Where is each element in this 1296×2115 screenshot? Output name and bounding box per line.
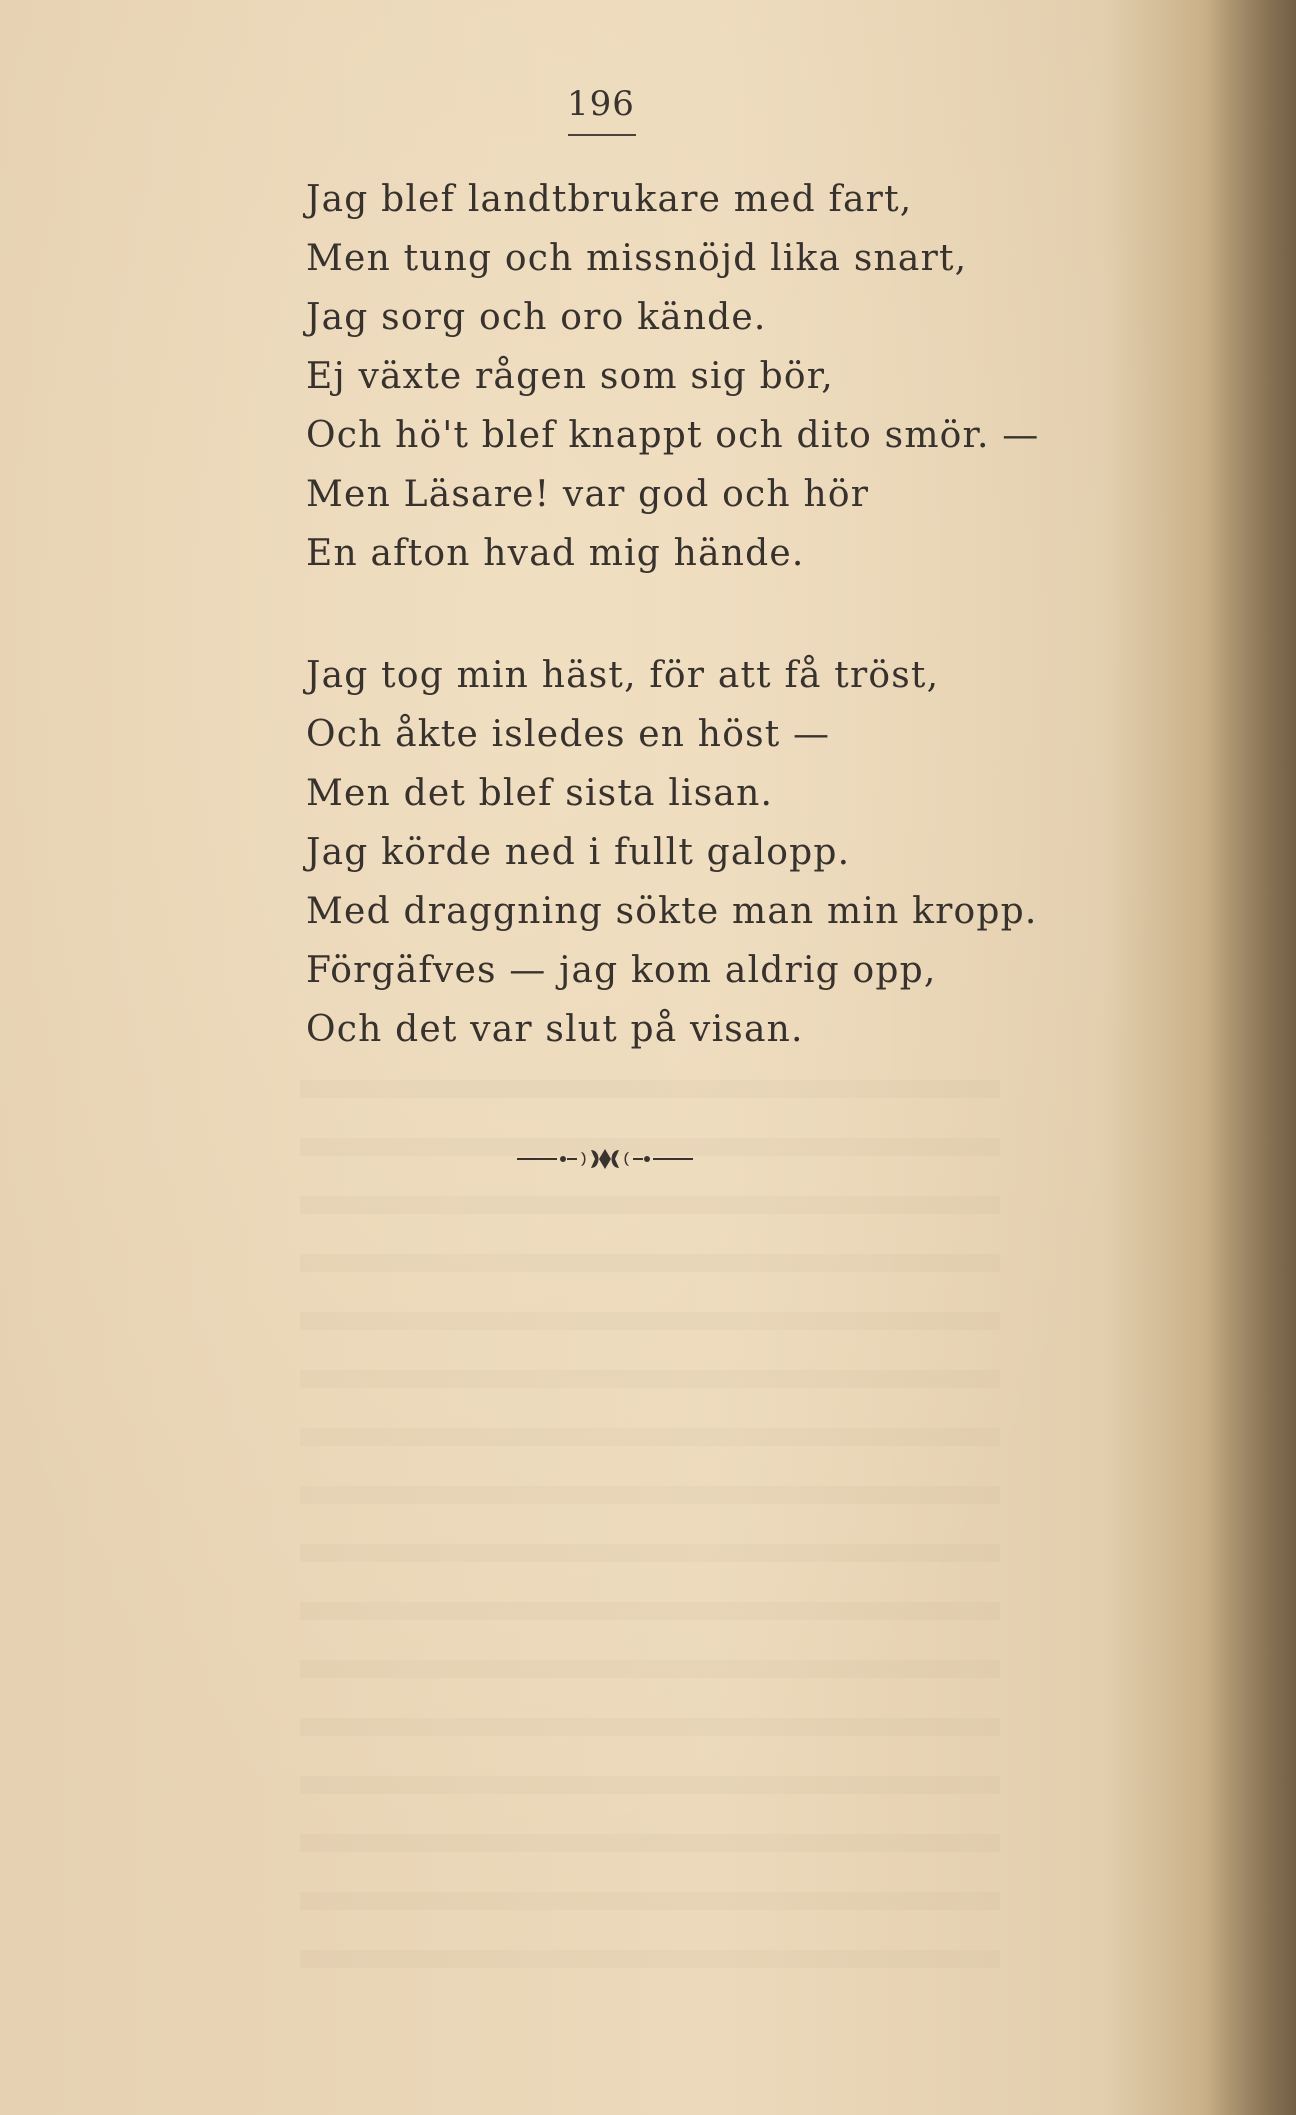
verse-line: En afton hvad mig hände. [306, 533, 805, 574]
verse-line: Jag blef landtbrukare med fart, [306, 179, 913, 220]
stanza-2 [306, 646, 1038, 1059]
stanza-1 [306, 170, 1040, 583]
verse-line: Ej växte rågen som sig bör, [306, 356, 834, 397]
verse-line: Men det blef sista lisan. [306, 773, 774, 814]
fleuron-ornament-icon [515, 1144, 695, 1174]
show-through-text [300, 1080, 1000, 1980]
page-gutter-shadow [1206, 0, 1296, 2115]
verse-line: Men Läsare! var god och hör [306, 474, 870, 515]
page-number-underline [568, 134, 636, 136]
verse-line: Jag sorg och oro kände. [306, 297, 767, 338]
verse-line: Jag tog min häst, för att få tröst, [306, 655, 940, 696]
verse-line: Jag körde ned i fullt galopp. [306, 832, 851, 873]
verse-line: Med draggning sökte man min kropp. [306, 891, 1038, 932]
verse-line: Och åkte isledes en höst — [306, 714, 831, 755]
verse-line: Men tung och missnöjd lika snart, [306, 238, 968, 279]
page-number: 196 [567, 84, 635, 124]
verse-line: Förgäfves — jag kom aldrig opp, [306, 950, 937, 991]
verse-line: Och hö't blef knappt och dito smör. — [306, 415, 1040, 456]
verse-line: Och det var slut på visan. [306, 1009, 804, 1050]
